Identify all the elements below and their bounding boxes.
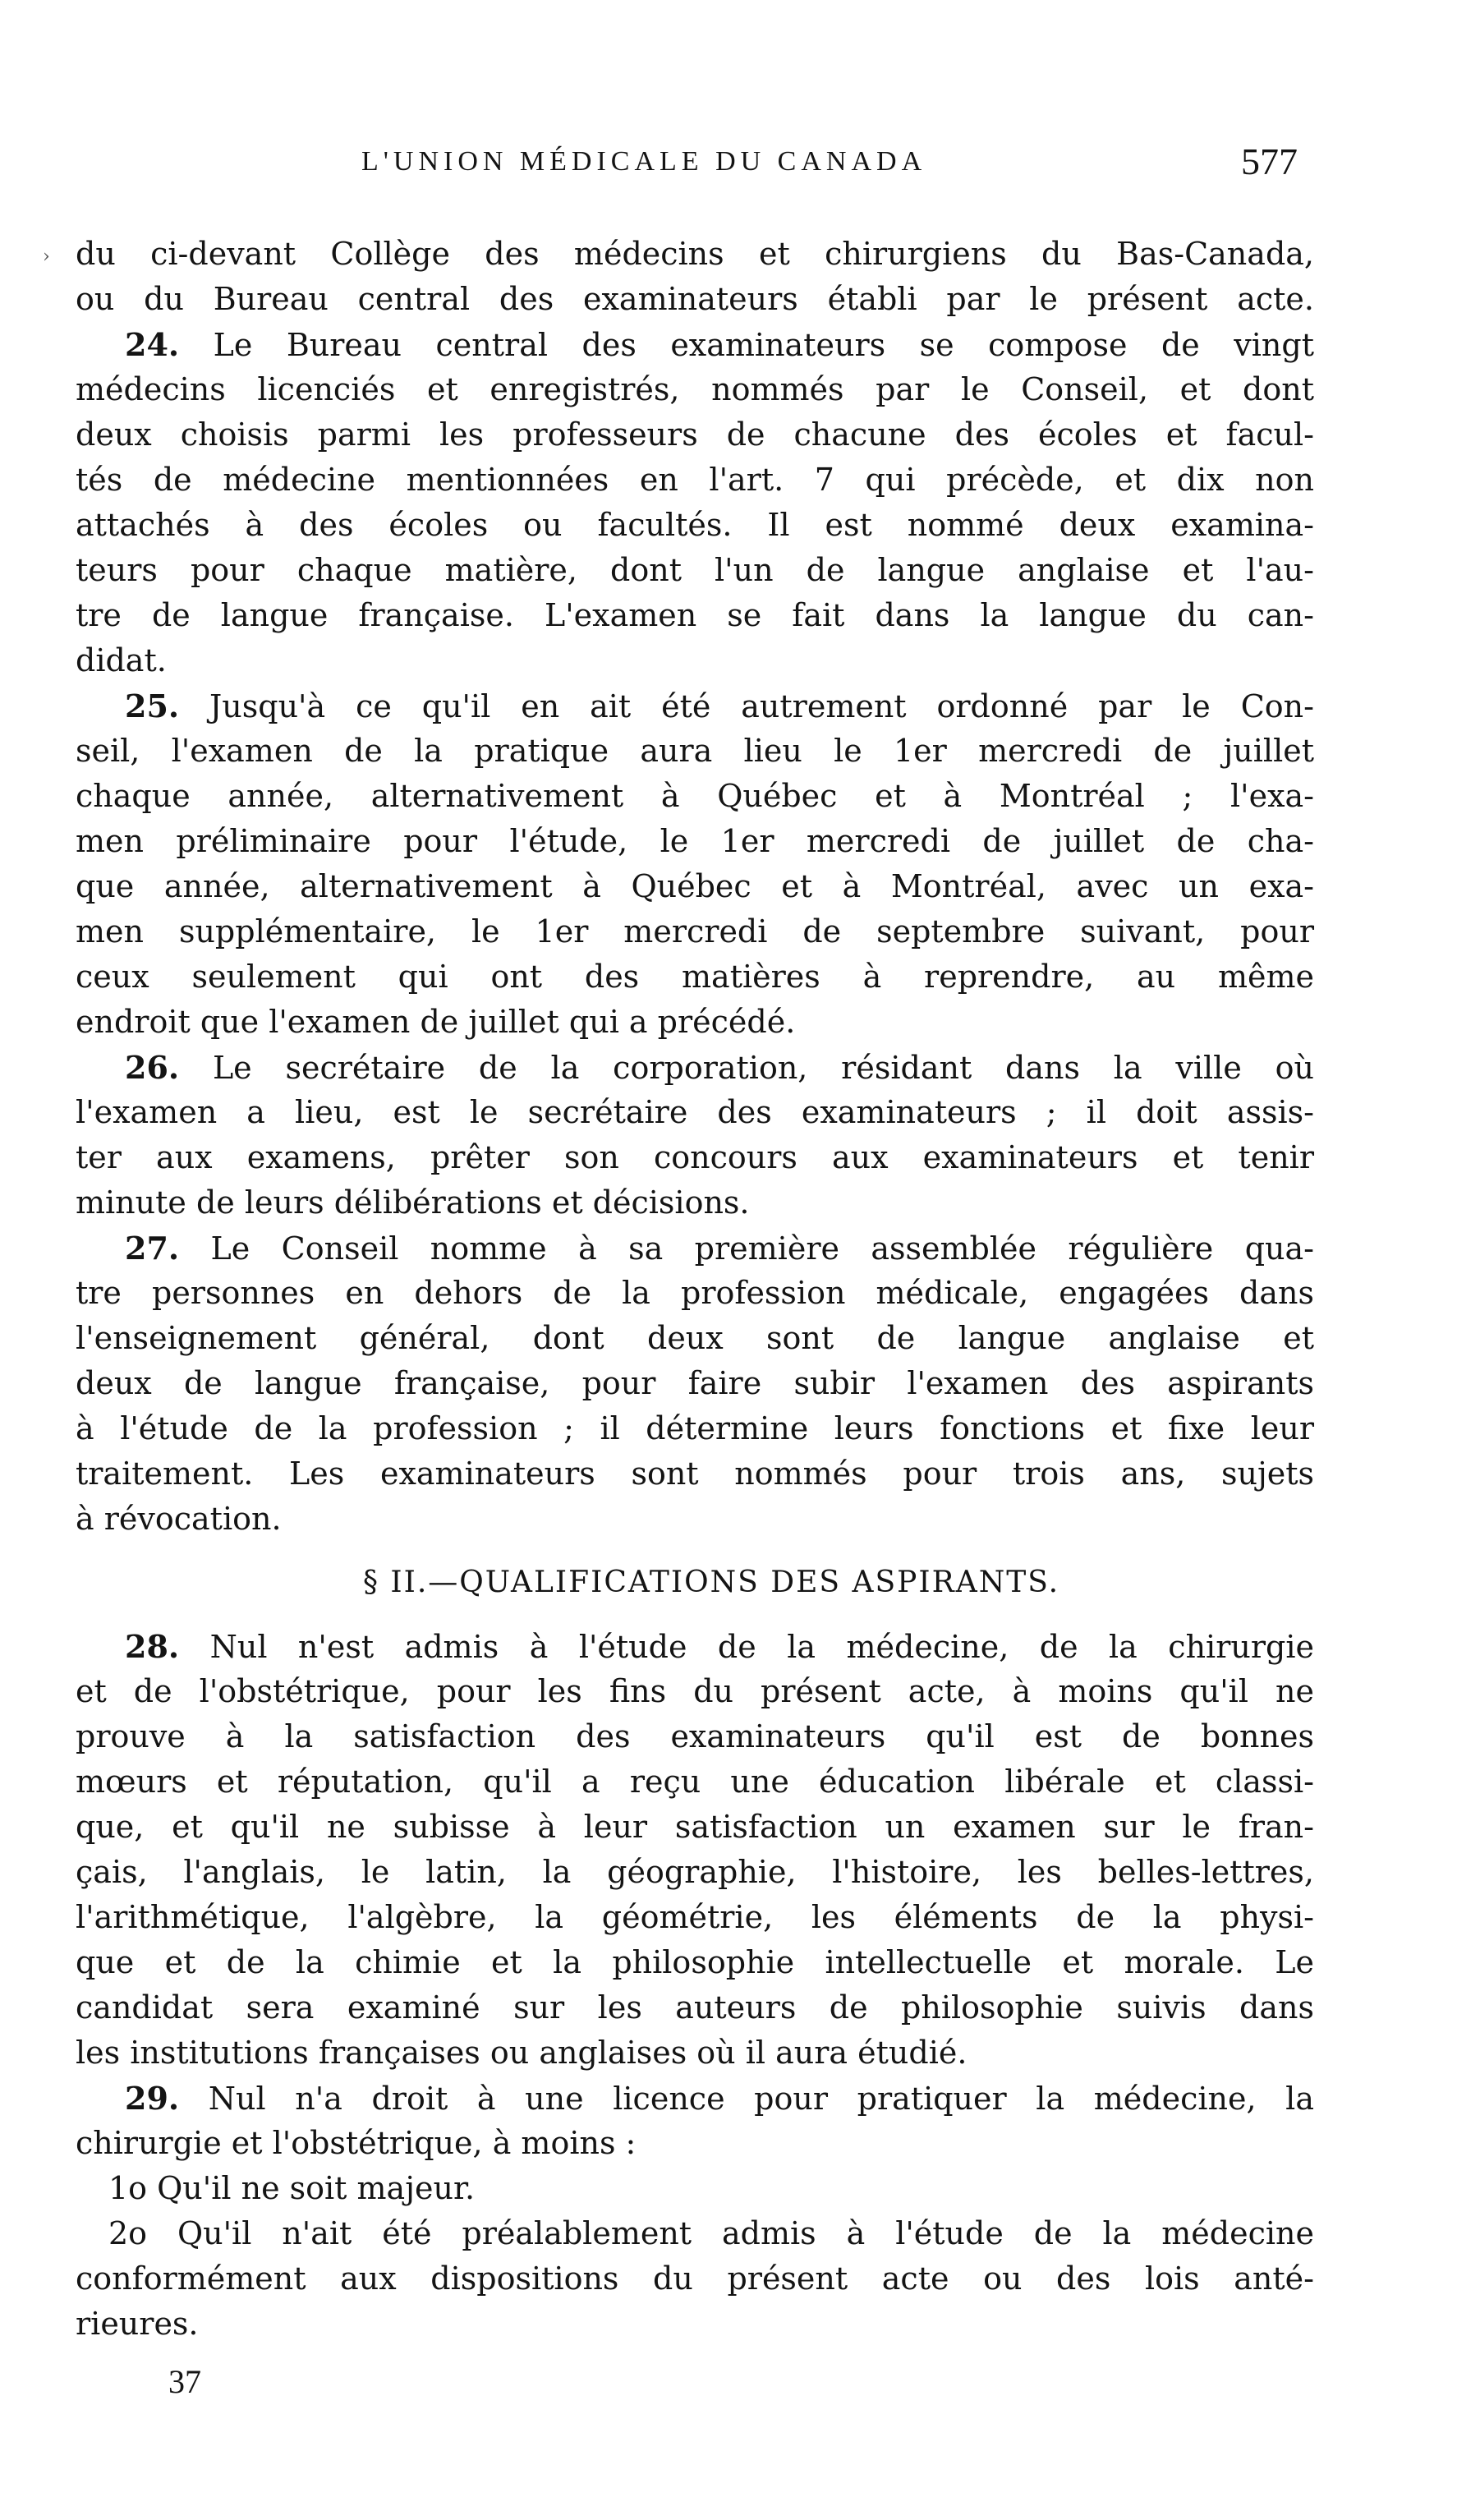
text-line: chirurgie et l'obstétrique, à moins : (76, 2125, 637, 2161)
text-line: minute de leurs délibérations et décisions. (76, 1184, 750, 1221)
text-line: l'arithmétique, l'algèbre, la géométrie, les éléments de la physi- (76, 1899, 1314, 1935)
text-line: et de l'obstétrique, pour les fins du présent acte, à moins qu'il ne (76, 1673, 1314, 1709)
text-segment: Nul n'est admis à l'étude de la médecine, de la chirurgie (209, 1629, 1314, 1665)
text-line: rieures. (76, 2306, 199, 2342)
margin-mark: › (43, 246, 50, 267)
article-26-first-line (76, 1045, 1314, 1090)
article-27-first-line (76, 1226, 1314, 1271)
text-line: que et de la chimie et la philosophie intellectuelle et morale. Le (76, 1944, 1314, 1980)
page-header (361, 140, 1298, 195)
text-line: attachés à des écoles ou facultés. Il est nommé deux examina- (76, 507, 1314, 543)
text-line: médecins licenciés et enregistrés, nommés par le Conseil, et dont (76, 371, 1314, 407)
text-line: teurs pour chaque matière, dont l'un de langue anglaise et l'au- (76, 552, 1314, 588)
text-segment: Le Conseil nomme à sa première assemblée régulière qua- (210, 1230, 1314, 1267)
body-text (76, 232, 1314, 2347)
text-line: mœurs et réputation, qu'il a reçu une éducation libérale et classi- (76, 1764, 1314, 1800)
text-segment: Jusqu'à ce qu'il en ait été autrement ordonné par le Con- (209, 688, 1314, 724)
text-line: tés de médecine mentionnées en l'art. 7 qui précède, et dix non (76, 462, 1314, 498)
text-line: que année, alternativement à Québec et à Montréal, avec un exa- (76, 868, 1314, 904)
text-line: seil, l'examen de la pratique aura lieu le 1er mercredi de juillet (76, 733, 1314, 769)
text-line: à l'étude de la profession ; il détermine leurs fonctions et fixe leur (76, 1410, 1314, 1446)
text-line: du ci-devant Collège des médecins et chirurgiens du Bas-Canada, (76, 236, 1314, 272)
list-item: 2o Qu'il n'ait été préalablement admis à l'étude de la médecine (108, 2215, 1314, 2251)
signature-mark: 37 (168, 2363, 201, 2400)
text-line: chaque année, alternativement à Québec et à Montréal ; l'exa- (76, 778, 1314, 814)
text-line: les institutions françaises ou anglaises où il aura étudié. (76, 2035, 968, 2071)
text-line: candidat sera examiné sur les auteurs de philosophie suivis dans (76, 1989, 1314, 2026)
text-line: men préliminaire pour l'étude, le 1er mercredi de juillet de cha- (76, 823, 1314, 859)
article-28-first-line (76, 1624, 1314, 1669)
article-number: 24. (125, 326, 180, 363)
list-item: 1o Qu'il ne soit majeur. (108, 2170, 476, 2206)
text-segment: Le Bureau central des examinateurs se compose de vingt (213, 327, 1314, 363)
article-number: 25. (125, 687, 180, 724)
section-heading: § II.—QUALIFICATIONS DES ASPIRANTS. (362, 1566, 1060, 1599)
text-line: que, et qu'il ne subisse à leur satisfaction un examen sur le fran- (76, 1809, 1314, 1845)
text-segment: Nul n'a droit à une licence pour pratiquer la médecine, la (208, 2081, 1314, 2117)
text-line: tre de langue française. L'examen se fait dans la langue du can- (76, 597, 1314, 633)
text-line: traitement. Les examinateurs sont nommés pour trois ans, sujets (76, 1455, 1314, 1492)
text-line: ceux seulement qui ont des matières à reprendre, au même (76, 959, 1314, 995)
text-segment: Le secrétaire de la corporation, résidant dans la ville où (212, 1050, 1314, 1086)
running-title: L'UNION MÉDICALE DU CANADA (361, 146, 927, 177)
text-line: prouve à la satisfaction des examinateurs qu'il est de bonnes (76, 1718, 1314, 1754)
page-number: 577 (1241, 140, 1298, 182)
article-number: 27. (125, 1230, 180, 1267)
text-line: men supplémentaire, le 1er mercredi de septembre suivant, pour (76, 913, 1314, 950)
article-number: 26. (125, 1049, 180, 1086)
text-line: conformément aux dispositions du présent acte ou des lois anté- (76, 2260, 1314, 2297)
article-29-first-line (76, 2076, 1314, 2121)
article-number: 28. (125, 1628, 180, 1665)
article-25-first-line (76, 683, 1314, 729)
text-line: l'enseignement général, dont deux sont de langue anglaise et (76, 1320, 1314, 1356)
text-line: endroit que l'examen de juillet qui a précédé. (76, 1004, 796, 1040)
text-line: tre personnes en dehors de la profession médicale, engagées dans (76, 1275, 1314, 1311)
text-line: deux choisis parmi les professeurs de chacune des écoles et facul- (76, 416, 1314, 453)
article-number: 29. (125, 2080, 180, 2117)
text-line: ou du Bureau central des examinateurs établi par le présent acte. (76, 281, 1314, 317)
text-line: deux de langue française, pour faire subir l'examen des aspirants (76, 1365, 1314, 1401)
text-line: çais, l'anglais, le latin, la géographie, l'histoire, les belles-lettres, (76, 1854, 1314, 1890)
text-line: didat. (76, 642, 167, 678)
text-line: ter aux examens, prêter son concours aux examinateurs et tenir (76, 1139, 1314, 1175)
text-line: à révocation. (76, 1501, 282, 1537)
article-24-first-line (76, 322, 1314, 367)
text-line: l'examen a lieu, est le secrétaire des examinateurs ; il doit assis- (76, 1094, 1314, 1130)
